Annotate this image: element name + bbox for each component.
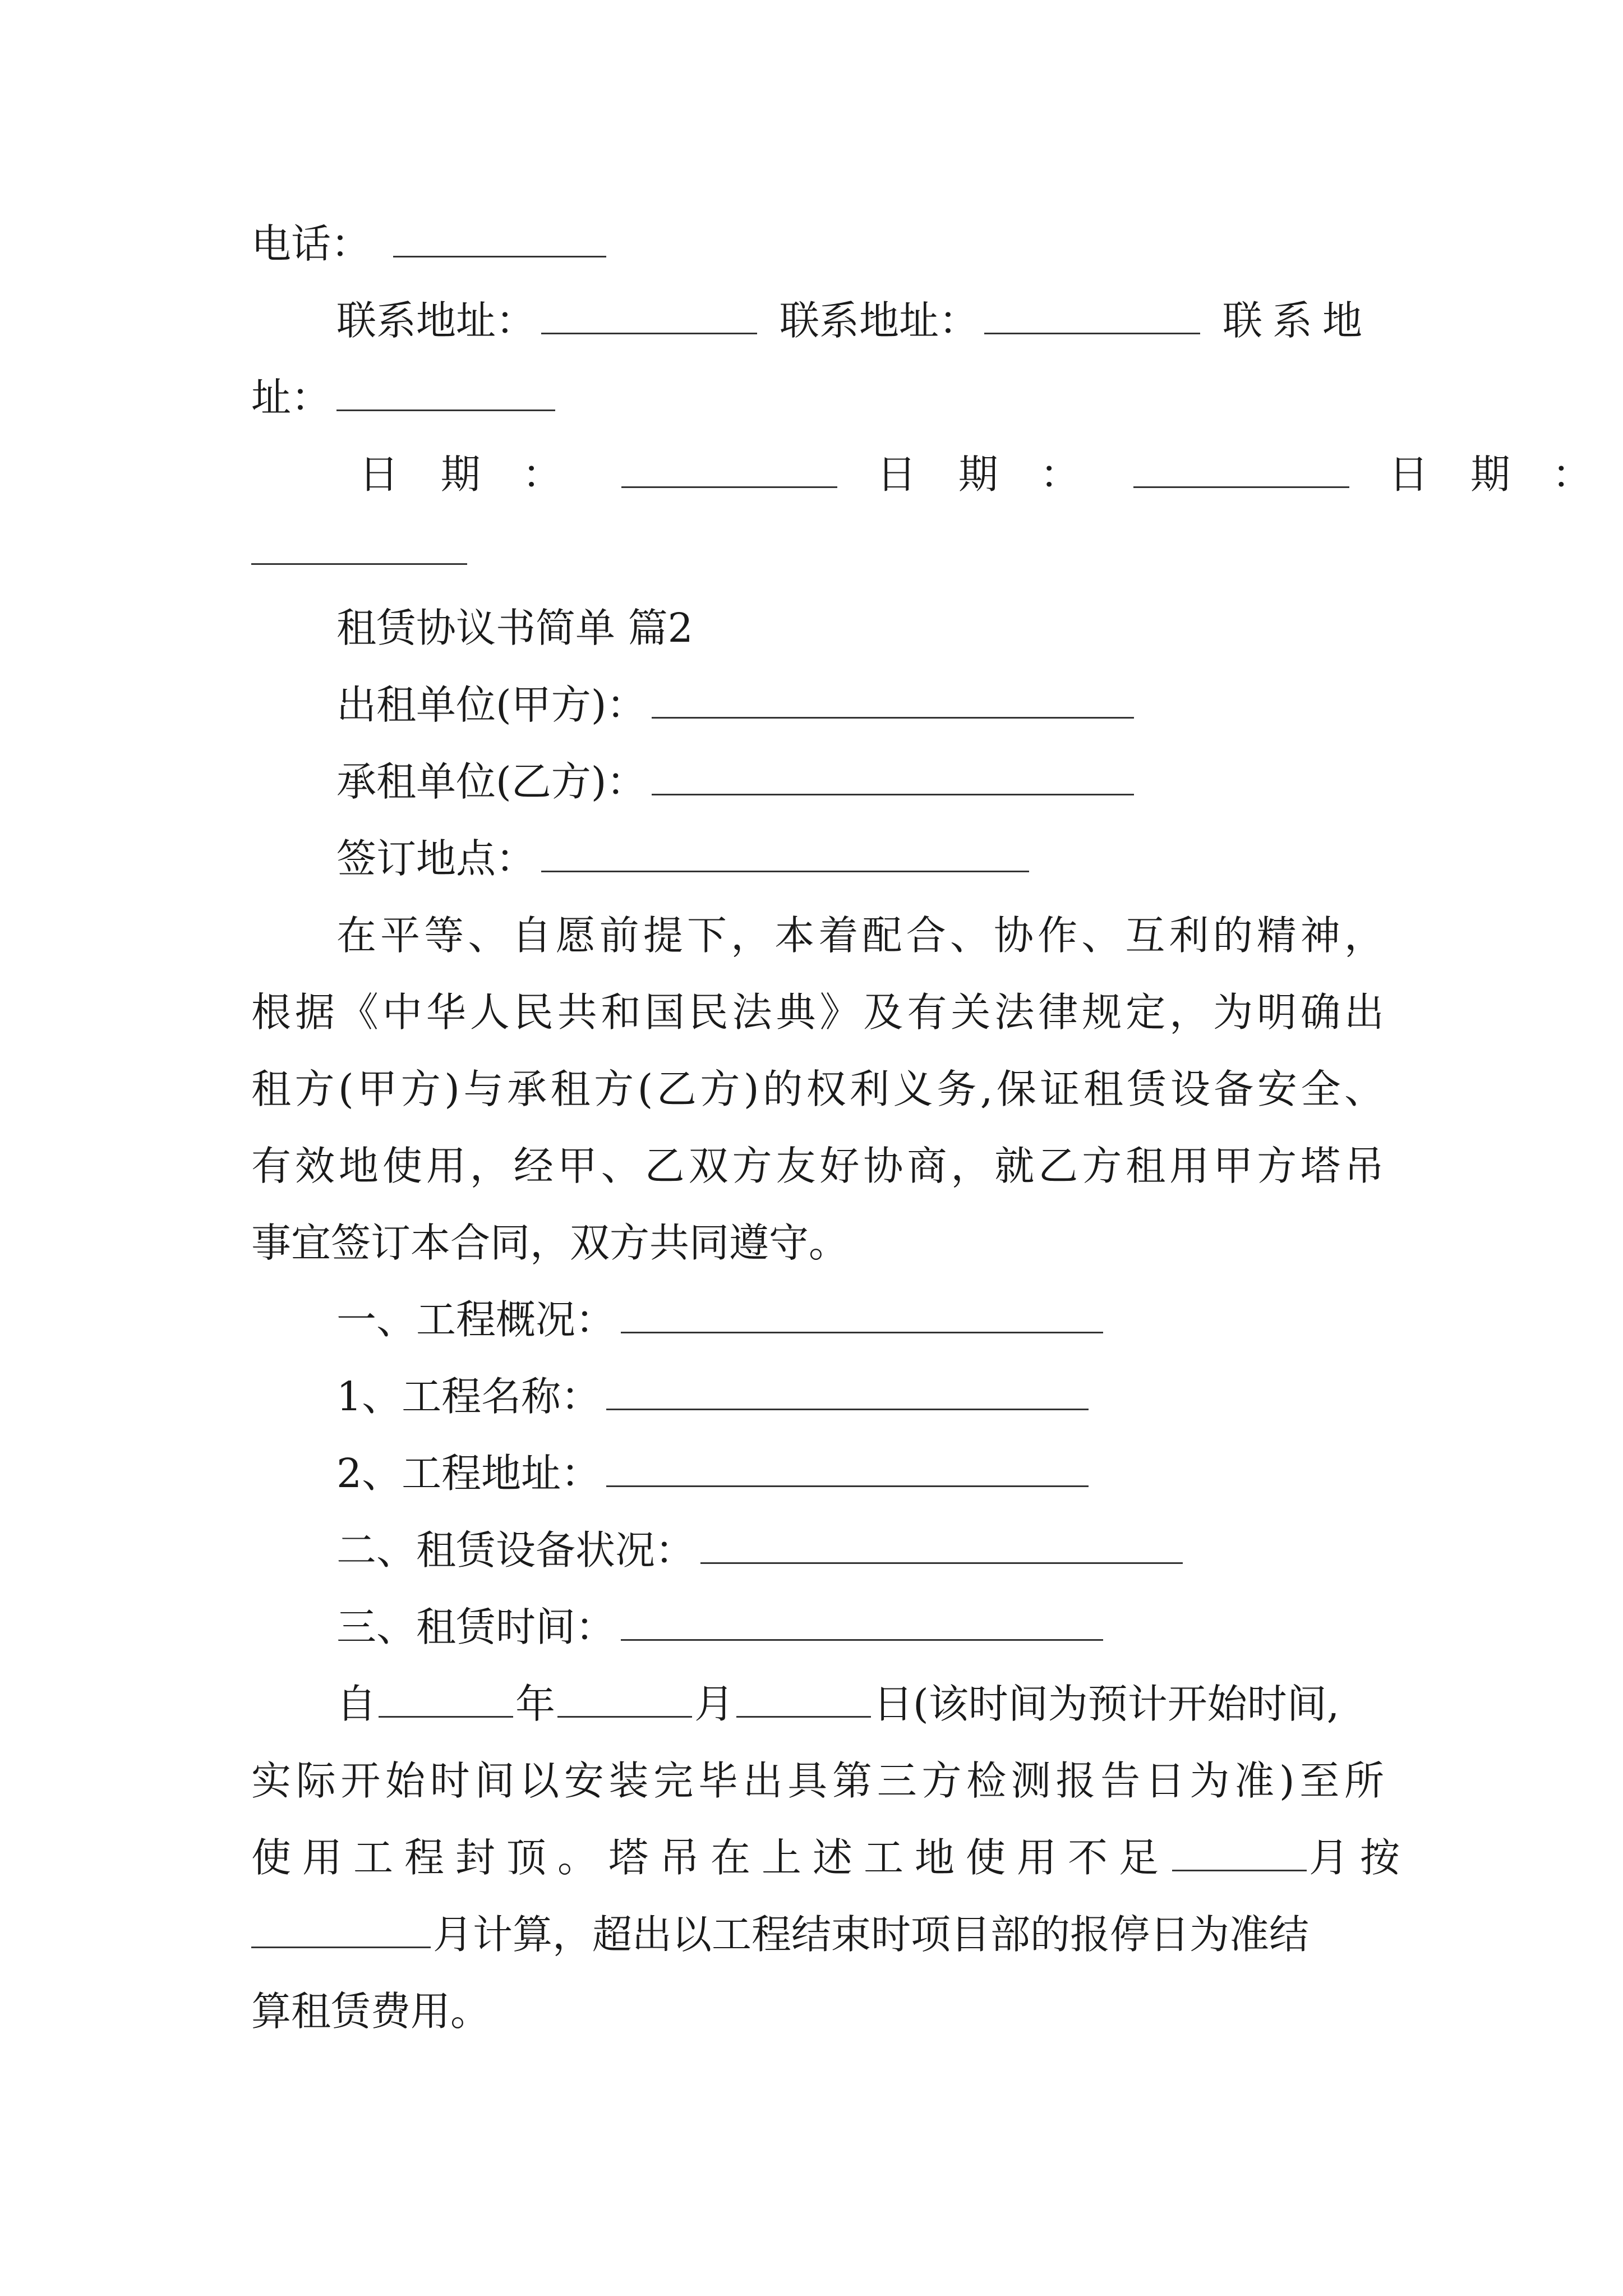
address-label-b: 联系地址： bbox=[780, 297, 979, 344]
day-label: 日(该时间为预计开始时间, bbox=[873, 1681, 1340, 1727]
address-line bbox=[336, 293, 1469, 349]
month-blank bbox=[557, 1687, 692, 1718]
date-label-c: 日 期 ： bbox=[1389, 451, 1607, 498]
day-blank bbox=[736, 1687, 871, 1718]
para2-line-1 bbox=[336, 1676, 1469, 1732]
date-line bbox=[359, 447, 1607, 503]
date-label-a: 日 期 ： bbox=[359, 451, 577, 498]
para2-line-3 bbox=[251, 1830, 1412, 1886]
item1-2-blank bbox=[606, 1456, 1089, 1487]
item1-1-label: 1、工程名称： bbox=[336, 1373, 601, 1420]
item2-blank bbox=[700, 1533, 1183, 1564]
para1-line-2: 根据《中华人民共和国民法典》及有关法律规定，为明确出 bbox=[251, 989, 1384, 1036]
address-blank-a bbox=[541, 303, 757, 334]
lessee-blank bbox=[652, 765, 1134, 795]
address-cont-label: 址： bbox=[251, 374, 331, 421]
months-short-blank bbox=[1172, 1841, 1307, 1871]
address-blank-c bbox=[336, 380, 555, 411]
item1-line bbox=[336, 1292, 1469, 1348]
from-label: 自 bbox=[336, 1681, 377, 1727]
months-calc-blank bbox=[251, 1917, 431, 1948]
lessee-line bbox=[336, 754, 1469, 810]
para1-line-5: 事宜签订本合同，双方共同遵守。 bbox=[251, 1220, 849, 1266]
address-label-a: 联系地址： bbox=[336, 297, 536, 344]
para1-line-1: 在平等、自愿前提下，本着配合、协作、互利的精神， bbox=[336, 912, 1384, 959]
item1-1-blank bbox=[606, 1379, 1089, 1410]
sign-place-label: 签订地点： bbox=[336, 835, 536, 882]
sign-place-blank bbox=[541, 841, 1029, 872]
lessee-label: 承租单位(乙方)： bbox=[336, 758, 647, 805]
item1-label: 一、工程概况： bbox=[336, 1296, 616, 1343]
para1-line-3: 租方(甲方)与承租方(乙方)的权利义务,保证租赁设备安全、 bbox=[251, 1066, 1384, 1112]
para1-line-4: 有效地使用，经甲、乙双方友好协商，就乙方租用甲方塔吊 bbox=[251, 1143, 1384, 1189]
date-blank-c bbox=[251, 534, 467, 565]
lessor-label: 出租单位(甲方)： bbox=[336, 682, 647, 728]
item1-1-line bbox=[336, 1369, 1469, 1425]
month-label: 月 bbox=[694, 1681, 735, 1727]
para2-line-3-end: 月按 bbox=[1309, 1834, 1412, 1881]
para2-line-3-text: 使用工程封顶。塔吊在上述工地使用不足 bbox=[251, 1834, 1170, 1881]
date-blank-b bbox=[1133, 457, 1349, 488]
date-label-b: 日 期 ： bbox=[877, 451, 1095, 498]
year-label: 年 bbox=[515, 1681, 556, 1727]
section-title: 租赁协议书简单 篇2 bbox=[336, 605, 693, 651]
item2-line bbox=[336, 1522, 1469, 1579]
item3-line bbox=[336, 1599, 1469, 1655]
item2-label: 二、租赁设备状况： bbox=[336, 1527, 695, 1573]
lessor-line bbox=[336, 677, 1469, 733]
address-blank-b bbox=[984, 303, 1200, 334]
item1-2-label: 2、工程地址： bbox=[336, 1450, 601, 1497]
item1-2-line bbox=[336, 1446, 1469, 1502]
para2-line-5: 算租赁费用。 bbox=[251, 1988, 491, 2035]
address-label-c: 联系地 bbox=[1223, 297, 1373, 344]
lessor-blank bbox=[652, 688, 1134, 719]
date-blank-a bbox=[621, 457, 837, 488]
item3-blank bbox=[621, 1610, 1103, 1641]
item3-label: 三、租赁时间： bbox=[336, 1604, 616, 1650]
item1-blank bbox=[621, 1303, 1103, 1333]
year-blank bbox=[379, 1687, 513, 1718]
para2-line-4-text: 月计算，超出以工程结束时项目部的报停日为准结 bbox=[433, 1911, 1310, 1958]
sign-place-line bbox=[336, 831, 1469, 887]
phone-blank bbox=[393, 227, 606, 257]
phone-line bbox=[251, 216, 1384, 272]
phone-label: 电话： bbox=[251, 220, 371, 267]
para2-line-2: 实际开始时间以安装完毕出具第三方检测报告日为准)至所 bbox=[251, 1757, 1384, 1804]
para2-line-4 bbox=[251, 1907, 1384, 1963]
date-cont-line bbox=[251, 523, 1384, 579]
address-cont-line bbox=[251, 370, 1384, 426]
